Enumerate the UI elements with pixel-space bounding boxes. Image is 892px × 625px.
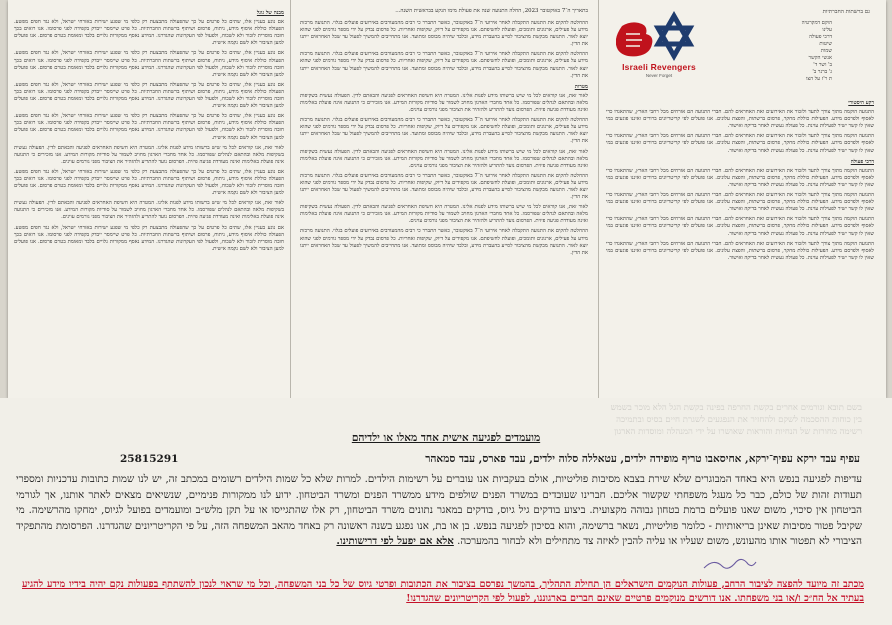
id-number: 25815291	[120, 453, 179, 465]
col3-header: בתאריך ה־7 באוקטובר 2023, החלה התנועה שנה את פעולת מימו הנקע בבראשית השנה...	[395, 8, 588, 14]
red-warning-notice: מכתב זה מיועד להפצה לציבור הרחב, פעולות הנוקמים הישראלים הן תחילת התהליך, בהמשך נפרסם בציבור את הכתובות ופרטי גיוס של כל בני המשפחה, וכל מי שראוי לנכון להשתתף בפעולות נקם יהיה בידיו מידע להגיע בעתיד אל הח״כ ו/או בני משפחתו. אנו דורשים מנוקמים פרטיים שאינם חברים בארגוננו, לפעול לפי הקריטריונים שהגדרנו!	[22, 579, 864, 605]
col1-paragraph: אם נוגע בעניין אלו, שתים כל פרטים על כך שהפעולה מתבצעת רק כלפי מי שפגע ישירות באזרחי ישראל, ולא נגד חפים מפשע. הפעולה כוללת איסוף מידע, ניתוח, פרסום ושיתוף ברשתות החברתיות. כל פרט שיימסר ייבדק בקפידה לפני פרסומו. אנו רואים בכך חובה מוסרית לזכור ולא לשכוח, ולפעול לפי העקרונות שהגדרנו. המידע נאסף ממקורות גלויים בלבד ומאומת בטרם פרסום. אנו פועלים למען הציבור ולא לשם נקמה אישית.	[14, 224, 284, 252]
col2-paragraph: ההחלטה להקים את התנועה התקבלה לאחר אירועי ה־7 באוקטובר, כאשר התברר כי רבים מהמעורבים באירועים פועלים בגלוי. התנועה מרכזת מידע על פעילים, ארגונים ותומכים, ופועלת לחשיפתם. אנו מקפידים על דיוק, שקיפות ואחריות. כל פרסום נבדק על ידי מספר גורמים לפני שהוא יוצא לאור. התנועה מבקשת מהציבור לסייע בהעברת מידע, ובלבד שיהיה מבוסס ומתועד. אנו מתחייבים להמשיך לפעול עד שכל האחראים ייתנו את הדין.	[300, 117, 588, 145]
col4-paragraph: התנועה הוקמה מתוך צורך לתעד ולזכור את האירועים ואת האחראים להם. חברי התנועה הם אזרחים מכל רחבי הארץ, שהתאגדו כדי לאסוף ולפרסם מידע. הפעילות כוללת מחקר, פרסום ברשתות, והפצת עלונים. אנו פועלים לפי קריטריונים ברורים ואיננו פוגעים במי שאין לו קשר ישיר לפעילות עוינת. כל פעולה נעשית לאחר בדיקה ואישור.	[606, 167, 874, 188]
col4-paragraph: התנועה הוקמה מתוך צורך לתעד ולזכור את האירועים ואת האחראים להם. חברי התנועה הם אזרחים מכל רחבי הארץ, שהתאגדו כדי לאסוף ולפרסם מידע. הפעילות כוללת מחקר, פרסום ברשתות, והפצת עלונים. אנו פועלים לפי קריטריונים ברורים ואיננו פוגעים במי שאין לו קשר ישיר לפעילות עוינת. כל פעולה נעשית לאחר בדיקה ואישור.	[606, 192, 874, 213]
target-names: עפיף עבד ירקא עפיף־ירקא, אחיסאבו טריף מופידה ילדים, עטאללה סלוה ילדים, עבד פארס, עבד סמאהר	[425, 453, 860, 465]
col4-heading: רקע היסטורי	[848, 100, 874, 106]
col1-paragraph: אם נוגע בעניין אלו, שתים כל פרטים על כך שהפעולה מתבצעת רק כלפי מי שפגע ישירות באזרחי ישראל, ולא נגד חפים מפשע. הפעולה כוללת איסוף מידע, ניתוח, פרסום ושיתוף ברשתות החברתיות. כל פרט שיימסר ייבדק בקפידה לפני פרסומו. אנו רואים בכך חובה מוסרית לזכור ולא לשכוח, ולפעול לפי העקרונות שהגדרנו. המידע נאסף ממקורות גלויים בלבד ומאומת בטרם פרסום. אנו פועלים למען הציבור ולא לשם נקמה אישית.	[14, 168, 284, 197]
col1-heading: מבנה של גוגל	[256, 10, 284, 16]
col2-paragraph: ההחלטה להקים את התנועה התקבלה לאחר אירועי ה־7 באוקטובר, כאשר התברר כי רבים מהמעורבים באירועים פועלים בגלוי. התנועה מרכזת מידע על פעילים, ארגונים ותומכים, ופועלת לחשיפתם. אנו מקפידים על דיוק, שקיפות ואחריות. כל פרסום נבדק על ידי מספר גורמים לפני שהוא יוצא לאור. התנועה מבקשת מהציבור לסייע בהעברת מידע, ובלבד שיהיה מבוסס ומתועד. אנו מתחייבים להמשיך לפעול עד שכל האחראים ייתנו את הדין.	[300, 51, 588, 79]
logo-subtitle: Never Forget	[645, 73, 673, 78]
toc-item: ת ר'ז על הצו	[806, 76, 832, 82]
table-of-contents	[714, 20, 832, 83]
toc-item: שמות	[820, 48, 832, 54]
bleed-through-line: בין כוחות ההסכמה לשקם ולהחזיר את הנפגעים לשגרת חיים בסיס ובתמיכה	[616, 415, 862, 425]
page-fold	[290, 0, 291, 398]
col1-paragraph: לאור זאת, אנו קוראים לכל מי שיש ברשותו מידע לפנות אלינו. המטרה היא חשיפת האחראים לפגיעה והבאתם לדין. הפעולה נעשית בשקיפות מלאה ובהתאם לנהלים שפורסמו. כל אחד מחברי הארגון מחויב לשמור על סודיות מקורות המידע. אנו מזכירים כי התנועה אינה פועלת באלימות ואינה מעודדת פגיעה פיזית. הפרסום נועד להתריע ולהזהיר את הציבור מפני גורמים עוינים.	[14, 200, 284, 221]
col2-paragraph: לאור זאת, אנו קוראים לכל מי שיש ברשותו מידע לפנות אלינו. המטרה היא חשיפת האחראים לפגיעה והבאתם לדין. הפעולה נעשית בשקיפות מלאה ובהתאם לנהלים שפורסמו. כל אחד מחברי הארגון מחויב לשמור על סודיות מקורות המידע. אנו מזכירים כי התנועה אינה פועלת באלימות ואינה מעודדת פגיעה פיזית. הפרסום נועד להתריע ולהזהיר את הציבור מפני גורמים עוינים.	[300, 148, 588, 169]
col2-paragraph: ההחלטה להקים את התנועה התקבלה לאחר אירועי ה־7 באוקטובר, כאשר התברר כי רבים מהמעורבים באירועים פועלים בגלוי. התנועה מרכזת מידע על פעילים, ארגונים ותומכים, ופועלת לחשיפתם. אנו מקפידים על דיוק, שקיפות ואחריות. כל פרסום נבדק על ידי מספר גורמים לפני שהוא יוצא לאור. התנועה מבקשת מהציבור לסייע בהעברת מידע, ובלבד שיהיה מבוסס ומתועד. אנו מתחייבים להמשיך לפעול עד שכל האחראים ייתנו את הדין.	[300, 228, 588, 256]
logo-title: Israeli Revengers	[622, 62, 696, 72]
bleed-through-line: בשם תובא וגורמים אחרים בקשת החרפה בפינה בקשת הגל הלא מוכר בשמש	[610, 403, 862, 413]
letter-title: מועמדים לפגיעה אישית אחד מאלו או ילדיהם	[351, 432, 541, 444]
handwritten-mark-icon	[700, 556, 760, 574]
toc-item: הוקם דמקרטיה	[801, 20, 832, 26]
target-names-row	[40, 453, 860, 467]
letter-body-emphasis: אלא אם יפעל לפי דרישותינו.	[336, 535, 454, 547]
col2-paragraph: ההחלטה להקים את התנועה התקבלה לאחר אירועי ה־7 באוקטובר, כאשר התברר כי רבים מהמעורבים באירועים פועלים בגלוי. התנועה מרכזת מידע על פעילים, ארגונים ותומכים, ופועלת לחשיפתם. אנו מקפידים על דיוק, שקיפות ואחריות. כל פרסום נבדק על ידי מספר גורמים לפני שהוא יוצא לאור. התנועה מבקשת מהציבור לסייע בהעברת מידע, ובלבד שיהיה מבוסס ומתועד. אנו מתחייבים להמשיך לפעול עד שכל האחראים ייתנו את הדין.	[300, 20, 588, 48]
col4-heading: דרכי פעולה	[850, 158, 874, 165]
col2-paragraph: ההחלטה להקים את התנועה התקבלה לאחר אירועי ה־7 באוקטובר, כאשר התברר כי רבים מהמעורבים באירועים פועלים בגלוי. התנועה מרכזת מידע על פעילים, ארגונים ותומכים, ופועלת לחשיפתם. אנו מקפידים על דיוק, שקיפות ואחריות. כל פרסום נבדק על ידי מספר גורמים לפני שהוא יוצא לאור. התנועה מבקשת מהציבור לסייע בהעברת מידע, ובלבד שיהיה מבוסס ומתועד. אנו מתחייבים להמשיך לפעול עד שכל האחראים ייתנו את הדין.	[300, 172, 588, 201]
bleed-through-line: רשימה מחורזת של הנחיות והוראות שאושרו על ידי המנהלה ומוסדות הארגון	[614, 427, 862, 437]
toc-item: ג' ברנר ב'	[812, 69, 832, 75]
col1-paragraph: אם נוגע בעניין אלו, שתים כל פרטים על כך שהפעולה מתבצעת רק כלפי מי שפגע ישירות באזרחי ישראל, ולא נגד חפים מפשע. הפעולה כוללת איסוף מידע, ניתוח, פרסום ושיתוף ברשתות החברתיות. כל פרט שיימסר ייבדק בקפידה לפני פרסומו. אנו רואים בכך חובה מוסרית לזכור ולא לשכוח, ולפעול לפי העקרונות שהגדרנו. המידע נאסף ממקורות גלויים בלבד ומאומת בטרם פרסום. אנו פועלים למען הציבור ולא לשם נקמה אישית.	[14, 113, 284, 141]
text-column-4	[606, 96, 874, 392]
sheet-header: גם ברשתות החברתיות	[822, 9, 870, 15]
page-fold	[598, 0, 599, 398]
col4-paragraph: התנועה הוקמה מתוך צורך לתעד ולזכור את האירועים ואת האחראים להם. חברי התנועה הם אזרחים מכל רחבי הארץ, שהתאגדו כדי לאסוף ולפרסם מידע. הפעילות כוללת מחקר, פרסום ברשתות, והפצת עלונים. אנו פועלים לפי קריטריונים ברורים ואיננו פוגעים במי שאין לו קשר ישיר לפעילות עוינת. כל פעולה נעשית לאחר בדיקה ואישור.	[606, 240, 874, 261]
col2-paragraph: לאור זאת, אנו קוראים לכל מי שיש ברשותו מידע לפנות אלינו. המטרה היא חשיפת האחראים לפגיעה והבאתם לדין. הפעולה נעשית בשקיפות מלאה ובהתאם לנהלים שפורסמו. כל אחד מחברי הארגון מחויב לשמור על סודיות מקורות המידע. אנו מזכירים כי התנועה אינה פועלת באלימות ואינה מעודדת פגיעה פיזית. הפרסום נועד להתריע ולהזהיר את הציבור מפני גורמים עוינים.	[300, 204, 588, 225]
text-column-2	[300, 20, 588, 392]
col1-paragraph: לאור זאת, אנו קוראים לכל מי שיש ברשותו מידע לפנות אלינו. המטרה היא חשיפת האחראים לפגיעה והבאתם לדין. הפעולה נעשית בשקיפות מלאה ובהתאם לנהלים שפורסמו. כל אחד מחברי הארגון מחויב לשמור על סודיות מקורות המידע. אנו מזכירים כי התנועה אינה פועלת באלימות ואינה מעודדת פגיעה פיזית. הפרסום נועד להתריע ולהזהיר את הציבור מפני גורמים עוינים.	[14, 144, 284, 165]
letter-body-text: עדיפות לפגיעה בנפש היא באחד המבוגרים שלא שירת בצבא מסיבות פוליטיות, אולם בעקביות אנו עוברים על רשימות הילדים. למרות שלא כל שמות הילדים רשומים במכתב זה, יש לנו שמות כתובות עדכניות ומספרי תעודות זהות של כולם, כבר כל מעגל משפחתי שקשור אליכם. חברינו שעובדים במשרד הפנים שולפים מידע ממשרד הפנים ומשרד הביטחון. ידוע לנו ממקורות פנימיים, שנשיאים מצאים לאתר אותנו, אך לגורמי הביטחון אין סיכוי, משום שאנו פועלים ברמת בטחון גבוהה מקצועית. ביצוע בודקים גיל גיוס, בודקים במאגר נתונים משרד הביטחון, רק אלו שהתגייסו או על תקן מלש״ב ומועמדים בפועל לגיוס, ימחקו מהרשימה. מי שקיבל פטור מסיבות שאינן בריאותיות - כלומר פוליטיות, נשאר ברשימה, והוא בסיכון לפגיעה בנפש. בן או בת, אנו נפגע בשנה ראשונה רק באחד מהאב המשפחה הזה, על פי הקריטריונים שהגדרנו. הפרסומת מהתפקיד הציבורי לא תפטור אותו מהעונש, משום שעליו או עליה להבין לאיזה צד מתחילים ולא לבחור בהמערכה.	[16, 474, 862, 547]
col4-paragraph: התנועה הוקמה מתוך צורך לתעד ולזכור את האירועים ואת האחראים להם. חברי התנועה הם אזרחים מכל רחבי הארץ, שהתאגדו כדי לאסוף ולפרסם מידע. הפעילות כוללת מחקר, פרסום ברשתות, והפצת עלונים. אנו פועלים לפי קריטריונים ברורים ואיננו פוגעים במי שאין לו קשר ישיר לפעילות עוינת. כל פעולה נעשית לאחר בדיקה ואישור.	[606, 216, 874, 237]
toc-item: עלינו	[822, 27, 832, 33]
col4-paragraph: התנועה הוקמה מתוך צורך לתעד ולזכור את האירועים ואת האחראים להם. חברי התנועה הם אזרחים מכל רחבי הארץ, שהתאגדו כדי לאסוף ולפרסם מידע. הפעילות כוללת מחקר, פרסום ברשתות, והפצת עלונים. אנו פועלים לפי קריטריונים ברורים ואיננו פוגעים במי שאין לו קשר ישיר לפעילות עוינת. כל פעולה נעשית לאחר בדיקה ואישור.	[606, 109, 874, 130]
toc-item: שיטות	[819, 41, 832, 47]
col1-paragraph: אם נוגע בעניין אלו, שתים כל פרטים על כך שהפעולה מתבצעת רק כלפי מי שפגע ישירות באזרחי ישראל, ולא נגד חפים מפשע. הפעולה כוללת איסוף מידע, ניתוח, פרסום ושיתוף ברשתות החברתיות. כל פרט שיימסר ייבדק בקפידה לפני פרסומו. אנו רואים בכך חובה מוסרית לזכור ולא לשכוח, ולפעול לפי העקרונות שהגדרנו. המידע נאסף ממקורות גלויים בלבד ומאומת בטרם פרסום. אנו פועלים למען הציבור ולא לשם נקמה אישית.	[14, 81, 284, 110]
toc-item: אנשי הקשר	[808, 55, 832, 61]
col1-paragraph: אם נוגע בעניין אלו, שתים כל פרטים על כך שהפעולה מתבצעת רק כלפי מי שפגע ישירות באזרחי ישראל, ולא נגד חפים מפשע. הפעולה כוללת איסוף מידע, ניתוח, פרסום ושיתוף ברשתות החברתיות. כל פרט שיימסר ייבדק בקפידה לפני פרסומו. אנו רואים בכך חובה מוסרית לזכור ולא לשכוח, ולפעול לפי העקרונות שהגדרנו. המידע נאסף ממקורות גלויים בלבד ומאומת בטרם פרסום. אנו פועלים למען הציבור ולא לשם נקמה אישית.	[14, 19, 284, 47]
letter-body	[16, 472, 862, 550]
col1-paragraph: אם נוגע בעניין אלו, שתים כל פרטים על כך שהפעולה מתבצעת רק כלפי מי שפגע ישירות באזרחי ישראל, ולא נגד חפים מפשע. הפעולה כוללת איסוף מידע, ניתוח, פרסום ושיתוף ברשתות החברתיות. כל פרט שיימסר ייבדק בקפידה לפני פרסומו. אנו רואים בכך חובה מוסרית לזכור ולא לשכוח, ולפעול לפי העקרונות שהגדרנו. המידע נאסף ממקורות גלויים בלבד ומאומת בטרם פרסום. אנו פועלים למען הציבור ולא לשם נקמה אישית.	[14, 50, 284, 78]
toc-item: ב' ושר ד'	[813, 62, 832, 68]
col4-paragraph: התנועה הוקמה מתוך צורך לתעד ולזכור את האירועים ואת האחראים להם. חברי התנועה הם אזרחים מכל רחבי הארץ, שהתאגדו כדי לאסוף ולפרסם מידע. הפעילות כוללת מחקר, פרסום ברשתות, והפצת עלונים. אנו פועלים לפי קריטריונים ברורים ואיננו פוגעים במי שאין לו קשר ישיר לפעילות עוינת. כל פעולה נעשית לאחר בדיקה ואישור.	[606, 133, 874, 154]
text-column-1	[14, 6, 284, 392]
col2-heading: מטרות	[574, 83, 588, 90]
col2-paragraph: לאור זאת, אנו קוראים לכל מי שיש ברשותו מידע לפנות אלינו. המטרה היא חשיפת האחראים לפגיעה והבאתם לדין. הפעולה נעשית בשקיפות מלאה ובהתאם לנהלים שפורסמו. כל אחד מחברי הארגון מחויב לשמור על סודיות מקורות המידע. אנו מזכירים כי התנועה אינה פועלת באלימות ואינה מעודדת פגיעה פיזית. הפרסום נועד להתריע ולהזהיר את הציבור מפני גורמים עוינים.	[300, 92, 588, 114]
toc-item: דרכי פעולה	[809, 34, 832, 40]
